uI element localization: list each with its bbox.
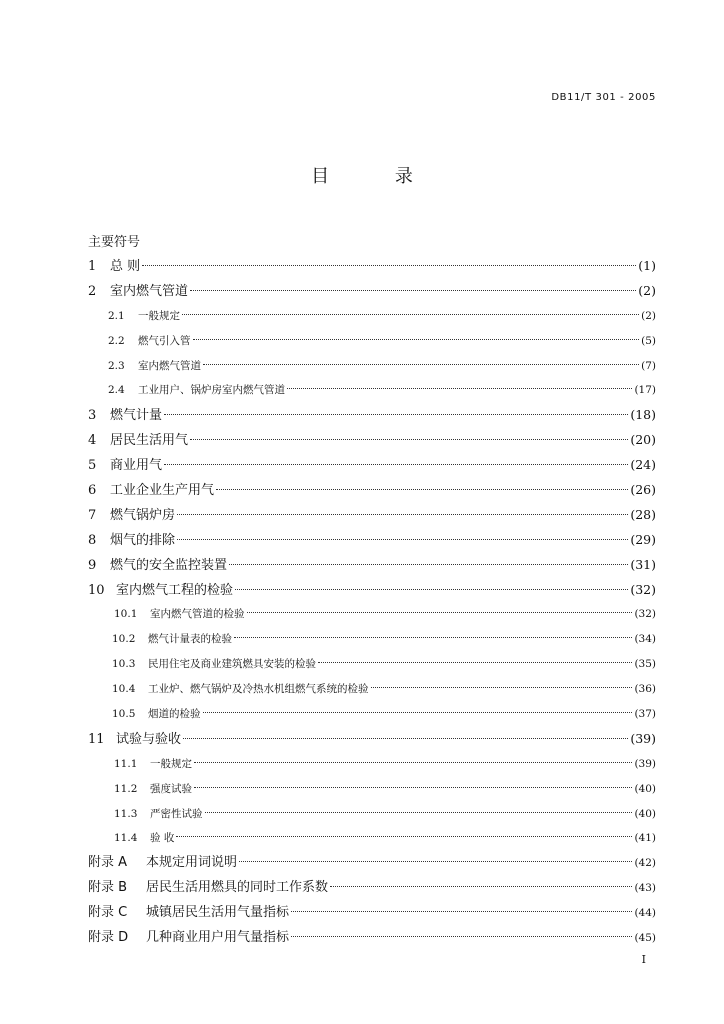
toc-entry-number: 附录 A xyxy=(88,855,128,871)
toc-entry-title: 工业用户、锅炉房室内燃气管道 xyxy=(138,384,285,397)
toc-subentry[interactable] xyxy=(88,602,656,627)
toc-subentry[interactable] xyxy=(88,826,656,851)
toc-entry-title: 室内燃气管道的检验 xyxy=(150,608,245,621)
dot-leader xyxy=(234,637,632,638)
toc-entry-number: 10.3 xyxy=(112,658,136,671)
toc-entry-title: 验 收 xyxy=(150,832,175,845)
toc-entry-page: (36) xyxy=(634,683,656,696)
toc-entry-page: (37) xyxy=(634,708,656,721)
toc-entry-page: (17) xyxy=(634,384,656,397)
toc-entry-title: 燃气计量 xyxy=(110,408,163,424)
toc-entry-number: 10 xyxy=(88,582,105,598)
toc-entry-number: 9 xyxy=(88,557,97,573)
dot-leader xyxy=(239,861,632,862)
dot-leader xyxy=(203,364,639,365)
toc-entry[interactable] xyxy=(88,453,656,478)
toc-entry-title: 几种商业用户用气量指标 xyxy=(146,930,290,946)
dot-leader xyxy=(194,787,632,788)
dot-leader xyxy=(330,886,632,887)
dot-leader xyxy=(291,911,632,912)
toc-entry-number: 附录 C xyxy=(88,905,128,921)
dot-leader xyxy=(190,290,636,291)
toc-entry-title: 严密性试验 xyxy=(150,807,203,820)
toc-appendix[interactable] xyxy=(88,901,656,926)
toc-entry-page: (35) xyxy=(634,658,656,671)
dot-leader xyxy=(182,314,639,315)
toc-entry[interactable] xyxy=(88,727,656,752)
dot-leader xyxy=(291,936,632,937)
toc-entry-number: 2.3 xyxy=(108,359,125,372)
toc-entry-title: 城镇居民生活用气量指标 xyxy=(146,905,290,921)
toc-entry-title: 居民生活用燃具的同时工作系数 xyxy=(146,880,329,896)
toc-entry-title: 燃气计量表的检验 xyxy=(148,633,232,646)
toc-entry-title: 烟道的检验 xyxy=(148,708,201,721)
toc-entry-page: (24) xyxy=(630,457,656,473)
dot-leader xyxy=(190,439,628,440)
toc-entry-number: 2 xyxy=(88,283,97,299)
toc-entry-page: (32) xyxy=(630,581,656,597)
toc-entry-title: 室内燃气管道 xyxy=(110,283,189,299)
toc-entry-number: 10.1 xyxy=(114,608,138,621)
toc-title: 目 录 xyxy=(311,166,443,187)
toc-entry-number: 5 xyxy=(88,458,97,474)
toc-entry-page: (40) xyxy=(634,782,656,795)
dot-leader xyxy=(229,564,628,565)
dot-leader xyxy=(205,812,633,813)
toc-entry-page: (5) xyxy=(641,334,656,347)
toc-entry-number: 10.2 xyxy=(112,633,136,646)
dot-leader xyxy=(235,589,628,590)
dot-leader xyxy=(194,762,632,763)
toc-entry-title: 燃气锅炉房 xyxy=(110,507,176,523)
toc-appendix[interactable] xyxy=(88,926,656,951)
toc-entry-title: 商业用气 xyxy=(110,458,163,474)
toc-entry-page: (41) xyxy=(634,832,656,845)
toc-entry[interactable] xyxy=(88,503,656,528)
toc-entry-number: 2.2 xyxy=(108,334,125,347)
toc-entry-title: 本规定用词说明 xyxy=(146,855,238,871)
toc-entry-title: 试验与验收 xyxy=(116,731,182,747)
toc-entry-title: 强度试验 xyxy=(150,782,192,795)
toc-entry-title: 室内燃气工程的检验 xyxy=(116,582,234,598)
toc-entry-page: (40) xyxy=(634,807,656,820)
toc-entry-title: 居民生活用气 xyxy=(110,433,189,449)
toc-entry-page: (42) xyxy=(634,857,656,870)
toc-entry-number: 11.1 xyxy=(114,757,138,770)
toc-entry-page: (28) xyxy=(630,506,656,522)
toc-entry-title: 一般规定 xyxy=(150,757,192,770)
toc-entry-number: 11.2 xyxy=(114,782,138,795)
dot-leader xyxy=(142,265,636,266)
toc-subentry[interactable] xyxy=(88,627,656,652)
dot-leader xyxy=(247,612,633,613)
toc-appendix[interactable] xyxy=(88,876,656,901)
toc-entry-number: 附录 B xyxy=(88,880,128,896)
toc-entry-page: (26) xyxy=(630,482,656,498)
toc-entry-page: (34) xyxy=(634,633,656,646)
toc-entry-number: 3 xyxy=(88,408,97,424)
toc-entry-number: 8 xyxy=(88,532,97,548)
toc-subentry[interactable] xyxy=(88,304,656,329)
toc-subentry[interactable] xyxy=(88,329,656,354)
toc-entry-page: (2) xyxy=(641,309,656,322)
toc-entry-number: 4 xyxy=(88,433,97,449)
toc-entry[interactable] xyxy=(88,553,656,578)
toc-entry-page: (39) xyxy=(634,757,656,770)
toc-entry-number: 11.4 xyxy=(114,832,138,845)
dot-leader xyxy=(177,539,628,540)
document-code: DB11/T 301 - 2005 xyxy=(551,92,656,103)
toc-entry-title: 烟气的排除 xyxy=(110,532,176,548)
toc-entry-number: 2.1 xyxy=(108,309,125,322)
toc-subentry[interactable] xyxy=(88,378,656,403)
toc-entry-page: (32) xyxy=(634,608,656,621)
table-of-contents xyxy=(88,232,656,951)
toc-entry-title: 民用住宅及商业建筑燃具安装的检验 xyxy=(148,658,316,671)
toc-entry-number: 10.5 xyxy=(112,708,136,721)
toc-subentry[interactable] xyxy=(88,802,656,827)
toc-subentry[interactable] xyxy=(88,752,656,777)
toc-entry-page: (2) xyxy=(638,282,656,298)
toc-entry-title: 一般规定 xyxy=(138,309,180,322)
dot-leader xyxy=(164,414,628,415)
toc-subentry[interactable] xyxy=(88,777,656,802)
toc-subentry[interactable] xyxy=(88,702,656,727)
dot-leader xyxy=(193,339,640,340)
dot-leader xyxy=(183,738,628,739)
toc-entry-page: (45) xyxy=(634,932,656,945)
toc-entry-page: (39) xyxy=(630,730,656,746)
toc-entry-page: (31) xyxy=(630,556,656,572)
toc-entry-page: (44) xyxy=(634,907,656,920)
toc-subentry[interactable] xyxy=(88,354,656,379)
toc-entry-number: 7 xyxy=(88,507,97,523)
dot-leader xyxy=(203,712,633,713)
toc-heading-symbols: 主要符号 xyxy=(88,235,141,250)
toc-entry-title: 工业炉、燃气锅炉及冷热水机组燃气系统的检验 xyxy=(148,683,369,696)
toc-entry-number: 2.4 xyxy=(108,384,125,397)
toc-entry[interactable] xyxy=(88,428,656,453)
toc-entry-page: (43) xyxy=(634,882,656,895)
toc-entry-title: 燃气引入管 xyxy=(138,334,191,347)
toc-entry-number: 附录 D xyxy=(88,930,129,946)
toc-entry-title: 总 则 xyxy=(110,259,141,274)
toc-entry-number: 1 xyxy=(88,259,97,274)
toc-entry-number: 6 xyxy=(88,483,97,499)
toc-subentry[interactable] xyxy=(88,677,656,702)
toc-entry-number: 10.4 xyxy=(112,683,136,696)
dot-leader xyxy=(318,662,632,663)
toc-entry-title: 燃气的安全监控装置 xyxy=(110,557,228,573)
toc-entry-number: 11.3 xyxy=(114,807,138,820)
dot-leader xyxy=(176,836,632,837)
toc-entry-page: (20) xyxy=(630,432,656,448)
toc-entry[interactable] xyxy=(88,279,656,304)
toc-entry-page: (29) xyxy=(630,531,656,547)
toc-entry-page: (1) xyxy=(638,258,656,273)
dot-leader xyxy=(177,514,628,515)
toc-entry-title: 工业企业生产用气 xyxy=(110,483,215,499)
dot-leader xyxy=(216,489,628,490)
toc-entry-page: (7) xyxy=(641,359,656,372)
toc-entry-page: (18) xyxy=(630,407,656,423)
dot-leader xyxy=(287,388,632,389)
toc-entry-title: 室内燃气管道 xyxy=(138,359,201,372)
dot-leader xyxy=(371,687,633,688)
dot-leader xyxy=(164,464,628,465)
toc-entry[interactable] xyxy=(88,578,656,603)
page-number: I xyxy=(641,953,646,966)
toc-entry-number: 11 xyxy=(88,731,105,747)
toc-entry[interactable] xyxy=(88,254,656,279)
toc-entry[interactable] xyxy=(88,528,656,553)
toc-entry[interactable] xyxy=(88,403,656,428)
toc-appendix[interactable] xyxy=(88,851,656,876)
toc-subentry[interactable] xyxy=(88,652,656,677)
toc-entry[interactable] xyxy=(88,478,656,503)
